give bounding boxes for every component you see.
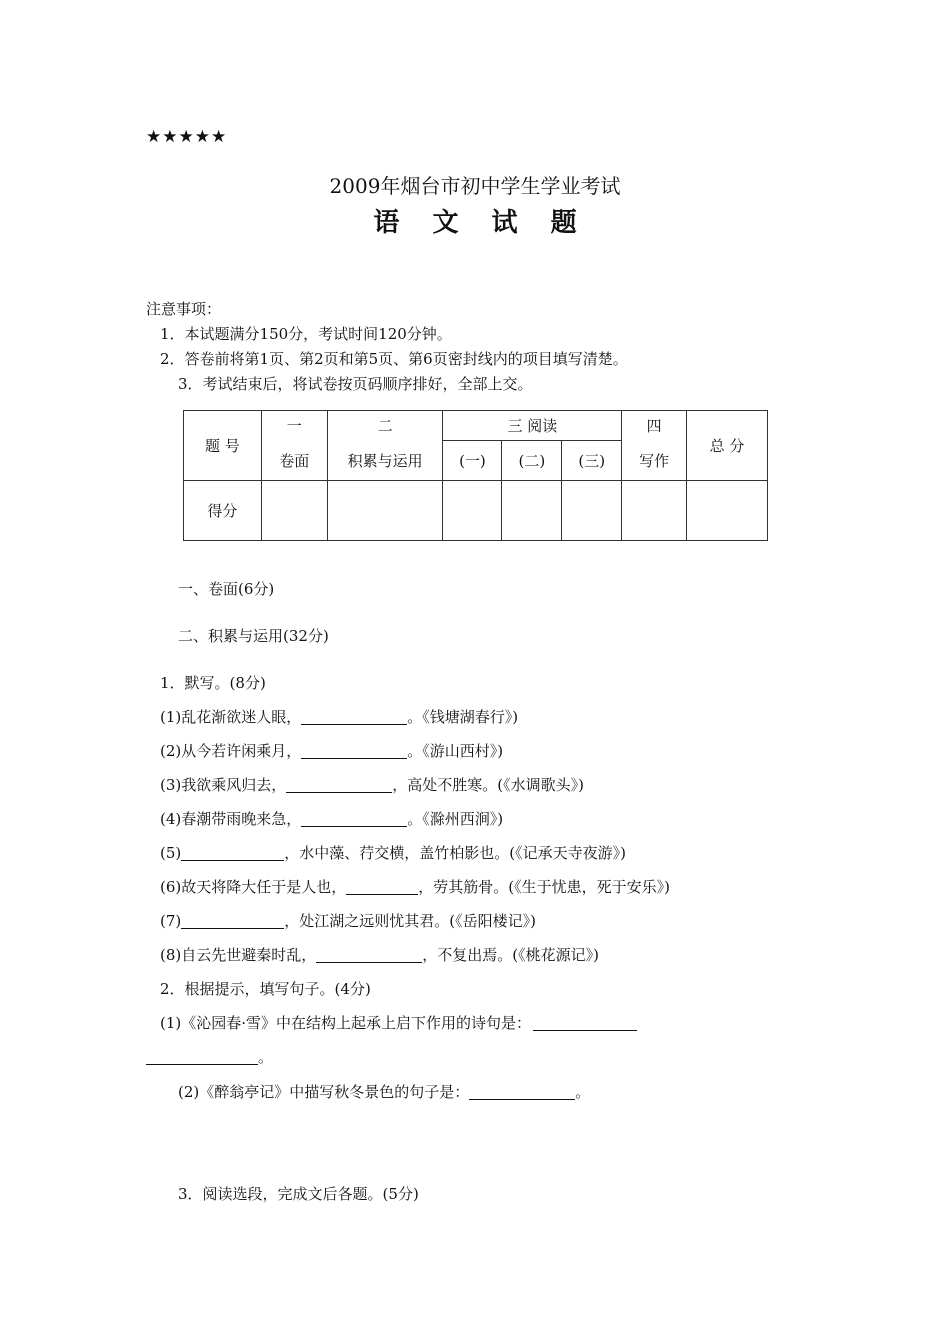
- q1-line-4: [160, 812, 503, 827]
- score-cell[interactable]: [502, 481, 562, 541]
- score-cell[interactable]: [327, 481, 443, 541]
- line-text: (7): [160, 912, 182, 930]
- q2-line-1-continued: [146, 1050, 273, 1065]
- answer-blank[interactable]: [301, 812, 407, 827]
- col1-name: 卷面: [261, 441, 327, 481]
- line-text: 。: [575, 1083, 591, 1101]
- col3-sub-1: (一): [443, 441, 502, 481]
- line-text: ，高处不胜寒。(《水调歌头》): [392, 776, 584, 794]
- notice-item-2: 2．答卷前将第1页、第2页和第5页、第6页密封线内的项目填写清楚。: [160, 350, 628, 368]
- q3-title: 3．阅读选段，完成文后各题。(5分): [178, 1185, 419, 1203]
- col2-number: 二: [327, 411, 443, 441]
- score-cell[interactable]: [562, 481, 622, 541]
- answer-blank[interactable]: [181, 846, 284, 861]
- notice-item-1: 1．本试题满分150分，考试时间120分钟。: [160, 325, 452, 343]
- q2-line-2: [178, 1085, 590, 1100]
- col2-name: 积累与运用: [327, 441, 443, 481]
- q2-title: 2．根据提示，填写句子。(4分): [160, 980, 371, 998]
- answer-blank[interactable]: [301, 710, 407, 725]
- answer-blank[interactable]: [469, 1085, 575, 1100]
- line-text: ，处江湖之远则忧其君。(《岳阳楼记》): [284, 912, 536, 930]
- stars-rating: ★★★★★: [146, 127, 228, 147]
- col3-sub-2: (二): [502, 441, 562, 481]
- q1-line-7: [160, 914, 536, 929]
- score-cell[interactable]: [443, 481, 502, 541]
- line-text: (8)自云先世避秦时乱，: [160, 946, 317, 964]
- section-2-heading: 二、积累与运用(32分): [178, 627, 329, 645]
- line-text: ，不复出焉。(《桃花源记》): [422, 946, 599, 964]
- total-cell: 总 分: [687, 411, 768, 481]
- exam-subtitle: 语 文 试 题: [373, 208, 589, 238]
- line-text: (1)乱花渐欲迷人眼，: [160, 708, 302, 726]
- q1-line-1: [160, 710, 518, 725]
- line-text: 。《钱塘湖春行》): [407, 708, 519, 726]
- answer-blank[interactable]: [146, 1050, 258, 1065]
- q1-line-6: [160, 880, 670, 895]
- q1-line-3: [160, 778, 584, 793]
- score-cell[interactable]: [261, 481, 327, 541]
- line-text: (5): [160, 844, 182, 862]
- notice-item-3: 3．考试结束后，将试卷按页码顺序排好，全部上交。: [178, 375, 533, 393]
- line-text: ，劳其筋骨。(《生于忧患，死于安乐》): [418, 878, 670, 896]
- line-text: ，水中藻、荇交横，盖竹柏影也。(《记承天寺夜游》): [284, 844, 626, 862]
- line-text: (3)我欲乘风归去，: [160, 776, 287, 794]
- q1-line-8: [160, 948, 599, 963]
- answer-blank[interactable]: [181, 914, 284, 929]
- col3-group: 三 阅读: [443, 411, 622, 441]
- col3-sub-3: (三): [562, 441, 622, 481]
- line-text: (6)故天将降大任于是人也，: [160, 878, 347, 896]
- line-text: (2)《醉翁亭记》中描写秋冬景色的句子是：: [178, 1083, 470, 1101]
- line-text: (1)《沁园春·雪》中在结构上起承上启下作用的诗句是：: [160, 1014, 532, 1032]
- line-text: (4)春潮带雨晚来急，: [160, 810, 302, 828]
- line-text: 。《游山西村》): [407, 742, 504, 760]
- exam-title: 2009年烟台市初中学生学业考试: [329, 174, 621, 198]
- answer-blank[interactable]: [346, 880, 418, 895]
- col1-number: 一: [261, 411, 327, 441]
- row-header-cell: 题 号: [184, 411, 262, 481]
- line-text: (2)从今若许闲乘月，: [160, 742, 302, 760]
- answer-blank[interactable]: [316, 948, 422, 963]
- score-cell[interactable]: [687, 481, 768, 541]
- answer-blank[interactable]: [286, 778, 392, 793]
- q1-line-2: [160, 744, 503, 759]
- score-label: 得分: [184, 481, 262, 541]
- section-1-heading: 一、卷面(6分): [178, 580, 275, 598]
- q2-line-1: [160, 1016, 637, 1031]
- answer-blank[interactable]: [301, 744, 407, 759]
- score-table: [183, 410, 768, 541]
- notice-heading: 注意事项：: [146, 300, 222, 318]
- answer-blank[interactable]: [533, 1016, 637, 1031]
- q1-line-5: [160, 846, 626, 861]
- line-text: 。: [258, 1048, 274, 1066]
- score-cell[interactable]: [622, 481, 687, 541]
- line-text: 。《滁州西涧》): [407, 810, 504, 828]
- col4-name: 写作: [622, 441, 687, 481]
- col4-number: 四: [622, 411, 687, 441]
- q1-title: 1．默写。(8分): [160, 674, 266, 692]
